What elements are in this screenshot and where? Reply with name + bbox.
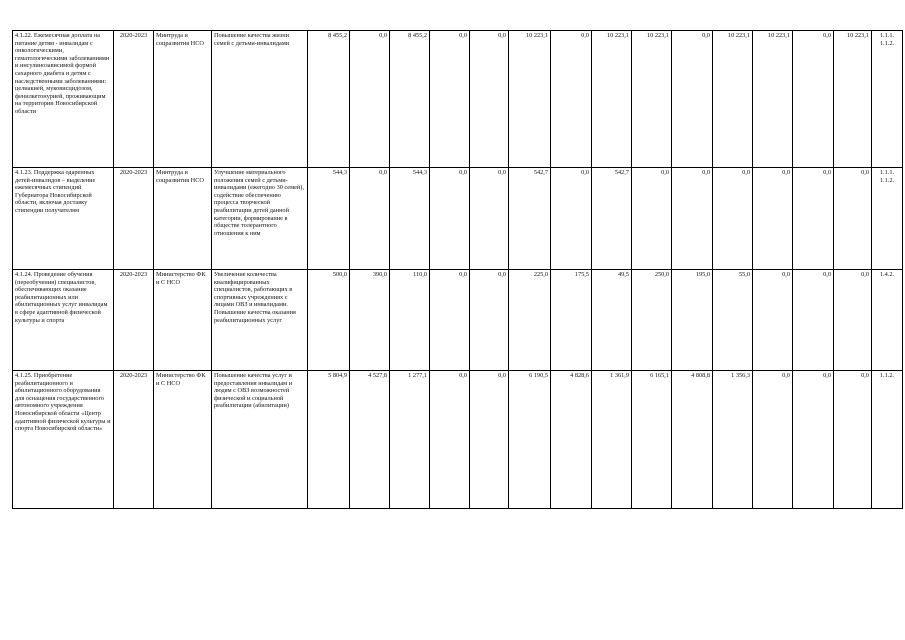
funding-value-cell: 6 190,5 [509, 371, 551, 509]
funding-value-cell: 0,0 [470, 270, 509, 371]
funding-value-cell: 110,0 [390, 270, 430, 371]
activity-name-cell: 4.1.24. Проведение обучения (переобучения) специалистов, обеспечивающих оказание реабилитационных или абилитационных услуг инвалидам в сфере адаптивной физической культуры и спорта [13, 270, 114, 371]
indicator-reference-cell: 1.1.2. [872, 371, 903, 509]
funding-value-cell: 10 223,1 [753, 31, 793, 168]
expected-result-cell: Увеличение количества квалифицированных специалистов, работающих в спортивных учреждениях с лицами ОВЗ и инвалидами. Повышение качества оказания реабилитационных услуг [212, 270, 308, 371]
funding-value-cell: 49,5 [592, 270, 632, 371]
indicator-reference-cell: 1.1.1. 1.1.2. [872, 31, 903, 168]
funding-value-cell: 0,0 [753, 371, 793, 509]
funding-value-cell: 4 828,6 [551, 371, 592, 509]
funding-value-cell: 0,0 [834, 270, 872, 371]
funding-value-cell: 0,0 [430, 270, 470, 371]
executor-cell: Минтруда и соцразвития НСО [154, 31, 212, 168]
funding-value-cell: 8 455,2 [308, 31, 350, 168]
funding-value-cell: 0,0 [793, 31, 834, 168]
funding-value-cell: 0,0 [834, 371, 872, 509]
program-table [12, 30, 903, 509]
table-row [13, 168, 903, 270]
funding-value-cell: 250,0 [632, 270, 672, 371]
funding-value-cell: 0,0 [470, 168, 509, 270]
funding-value-cell: 500,0 [308, 270, 350, 371]
indicator-reference-cell: 1.1.1. 1.1.2. [872, 168, 903, 270]
funding-value-cell: 390,0 [350, 270, 390, 371]
funding-value-cell: 0,0 [793, 270, 834, 371]
activity-name-cell: 4.1.22. Ежемесячная доплата на питание детям - инвалидам с онкологическими, гематологическими заболеваниями и инсулинозависимой формой сахарного диабета и детям с наследственными заболеваниями: целиакией, муковисцидозом, фенилкетонурией, проживающим на территории Новосибирской области [13, 31, 114, 168]
funding-value-cell: 10 223,1 [509, 31, 551, 168]
funding-value-cell: 0,0 [793, 168, 834, 270]
funding-value-cell: 0,0 [753, 168, 793, 270]
funding-value-cell: 0,0 [753, 270, 793, 371]
period-cell: 2020-2023 [114, 371, 154, 509]
funding-value-cell: 1 277,1 [390, 371, 430, 509]
table-row [13, 270, 903, 371]
funding-value-cell: 542,7 [592, 168, 632, 270]
activity-name-cell: 4.1.23. Поддержка одаренных детей-инвалидов – выделение ежемесячных стипендий Губернатора Новосибирской области, включая доставку стипендии получателям [13, 168, 114, 270]
activity-name-cell: 4.1.25. Приобретение реабилитационного и абилитационного оборудования для оснащения государственного автономного учреждения Новосибирской области «Центр адаптивной физической культуры и спорта Новосибирской области» [13, 371, 114, 509]
funding-value-cell: 10 223,1 [592, 31, 632, 168]
expected-result-cell: Повышение качества услуг и предоставления инвалидам и людям с ОВЗ возможностей физической и социальной реабилитации (абилитации) [212, 371, 308, 509]
funding-value-cell: 195,0 [672, 270, 713, 371]
table-row [13, 371, 903, 509]
funding-value-cell: 55,0 [713, 270, 753, 371]
funding-value-cell: 6 165,1 [632, 371, 672, 509]
funding-value-cell: 1 356,3 [713, 371, 753, 509]
funding-value-cell: 175,5 [551, 270, 592, 371]
funding-value-cell: 5 804,9 [308, 371, 350, 509]
funding-value-cell: 0,0 [793, 371, 834, 509]
funding-value-cell: 10 223,1 [713, 31, 753, 168]
executor-cell: Минтруда и соцразвития НСО [154, 168, 212, 270]
funding-value-cell: 0,0 [713, 168, 753, 270]
funding-value-cell: 0,0 [672, 168, 713, 270]
funding-value-cell: 0,0 [470, 371, 509, 509]
funding-value-cell: 544,3 [390, 168, 430, 270]
funding-value-cell: 225,0 [509, 270, 551, 371]
executor-cell: Министерство ФК и С НСО [154, 270, 212, 371]
funding-value-cell: 0,0 [672, 31, 713, 168]
funding-value-cell: 0,0 [430, 31, 470, 168]
funding-value-cell: 542,7 [509, 168, 551, 270]
period-cell: 2020-2023 [114, 270, 154, 371]
table-row [13, 31, 903, 168]
funding-value-cell: 4 808,8 [672, 371, 713, 509]
funding-value-cell: 0,0 [551, 31, 592, 168]
funding-value-cell: 0,0 [350, 168, 390, 270]
period-cell: 2020-2023 [114, 168, 154, 270]
expected-result-cell: Повышение качества жизни семей с детьми-инвалидами [212, 31, 308, 168]
funding-value-cell: 0,0 [430, 168, 470, 270]
funding-value-cell: 10 223,1 [632, 31, 672, 168]
funding-value-cell: 0,0 [470, 31, 509, 168]
indicator-reference-cell: 1.4.2. [872, 270, 903, 371]
funding-value-cell: 0,0 [430, 371, 470, 509]
expected-result-cell: Улучшение материального положения семей с детьми-инвалидами (ежегодно 30 семей), содействие обеспечению процесса творческой реабилитации детей данной категории, формирование в обществе толерантного отношения к ним [212, 168, 308, 270]
funding-value-cell: 0,0 [834, 168, 872, 270]
funding-value-cell: 8 455,2 [390, 31, 430, 168]
funding-value-cell: 0,0 [551, 168, 592, 270]
funding-value-cell: 10 223,1 [834, 31, 872, 168]
funding-value-cell: 4 527,8 [350, 371, 390, 509]
funding-value-cell: 544,3 [308, 168, 350, 270]
funding-value-cell: 0,0 [350, 31, 390, 168]
funding-value-cell: 1 361,9 [592, 371, 632, 509]
period-cell: 2020-2023 [114, 31, 154, 168]
executor-cell: Министерство ФК и С НСО [154, 371, 212, 509]
funding-value-cell: 0,0 [632, 168, 672, 270]
